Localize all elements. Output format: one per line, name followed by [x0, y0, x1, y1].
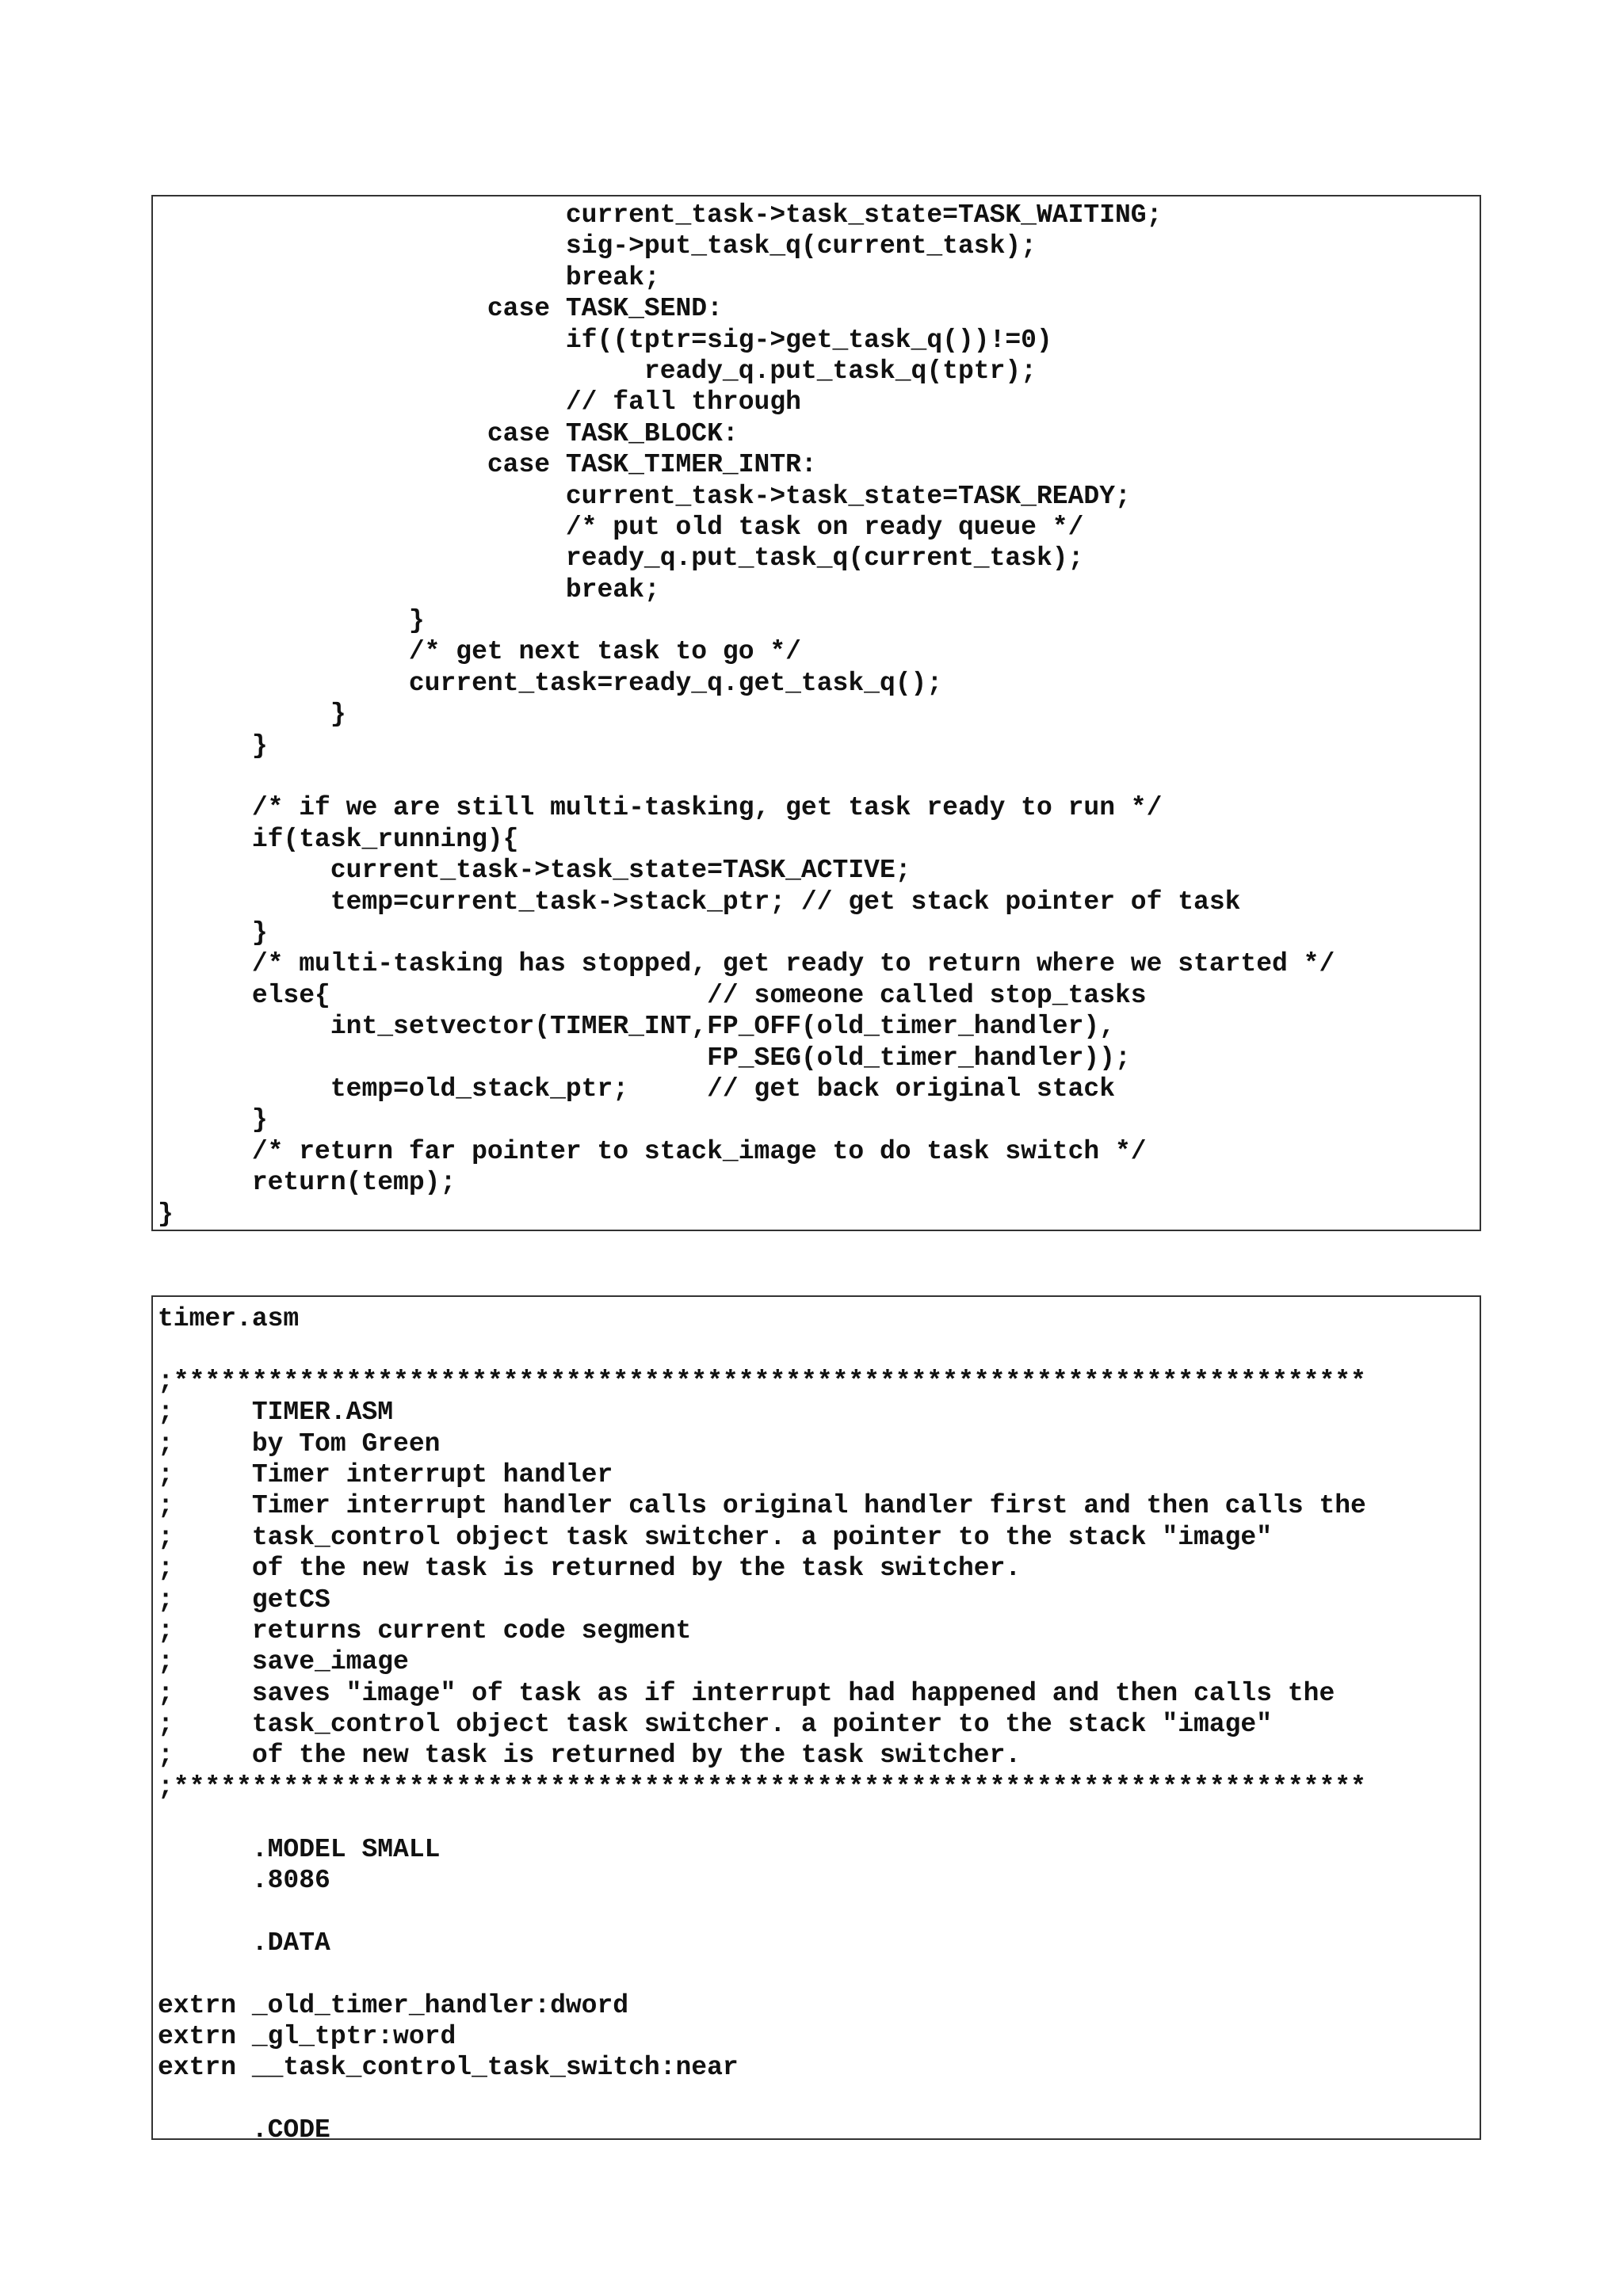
code-line: }: [158, 606, 425, 636]
code-line: if((tptr=sig->get_task_q())!=0): [158, 325, 1052, 355]
code-lines: [158, 1297, 1480, 2146]
code-line: sig->put_task_q(current_task);: [158, 231, 1037, 261]
code-line: return(temp);: [158, 1168, 456, 1198]
code-line: temp=old_stack_ptr; // get back original stack: [158, 1074, 1115, 1104]
code-line: ; returns current code segment: [158, 1615, 692, 1646]
code-line: int_setvector(TIMER_INT,FP_OFF(old_timer_handler),: [158, 1012, 1115, 1042]
code-line: case TASK_BLOCK:: [158, 418, 739, 448]
code-line: ; of the new task is returned by the task switcher.: [158, 1741, 1022, 1771]
code-line: .MODEL SMALL: [158, 1834, 441, 1864]
code-line: /* if we are still multi-tasking, get task ready to run */: [158, 793, 1163, 823]
code-line: ; task_control object task switcher. a pointer to the stack "image": [158, 1522, 1273, 1552]
code-line: .CODE: [158, 2115, 330, 2145]
code-line: FP_SEG(old_timer_handler));: [158, 1043, 1131, 1073]
code-line: }: [158, 730, 268, 761]
code-line: ;****************************************************************************: [158, 1366, 1366, 1396]
code-line: ; Timer interrupt handler: [158, 1459, 613, 1489]
code-line: ; task_control object task switcher. a pointer to the stack "image": [158, 1710, 1273, 1740]
code-line: ; TIMER.ASM: [158, 1398, 394, 1428]
code-line: current_task->task_state=TASK_WAITING;: [158, 200, 1163, 230]
code-line: }: [158, 1199, 174, 1229]
code-line: /* put old task on ready queue */: [158, 512, 1084, 542]
code-line: }: [158, 700, 346, 730]
code-line: break;: [158, 574, 660, 605]
code-line: ready_q.put_task_q(current_task);: [158, 543, 1084, 574]
code-line: extrn __task_control_task_switch:near: [158, 2053, 739, 2083]
code-line: /* get next task to go */: [158, 637, 801, 667]
code-lines: [158, 196, 1480, 1230]
code-line: ; by Tom Green: [158, 1428, 441, 1459]
code-line: else{ // someone called stop_tasks: [158, 980, 1147, 1010]
code-line: current_task->task_state=TASK_READY;: [158, 481, 1131, 511]
code-line: [158, 1896, 1480, 1927]
code-line: extrn _old_timer_handler:dword: [158, 1990, 629, 2020]
code-line: ;****************************************************************************: [158, 1772, 1366, 1802]
code-line: // fall through: [158, 387, 801, 418]
code-line: /* multi-tasking has stopped, get ready to return where we started */: [158, 949, 1335, 979]
code-listing-timer-asm: [151, 1295, 1481, 2145]
code-line: case TASK_SEND:: [158, 294, 723, 324]
code-line: current_task=ready_q.get_task_q();: [158, 668, 943, 698]
code-line: }: [158, 1105, 268, 1135]
code-line: break;: [158, 262, 660, 292]
code-line: case TASK_TIMER_INTR:: [158, 450, 817, 480]
code-line: }: [158, 917, 268, 948]
code-line: current_task->task_state=TASK_ACTIVE;: [158, 856, 911, 886]
code-line: timer.asm: [158, 1304, 300, 1333]
code-line: if(task_running){: [158, 824, 519, 854]
code-line: [158, 1802, 1480, 1833]
code-line: [158, 2084, 1480, 2115]
code-line: [158, 1334, 1480, 1365]
code-line: ; saves "image" of task as if interrupt had happened and then calls the: [158, 1678, 1335, 1708]
code-line: ; save_image: [158, 1647, 409, 1677]
code-line: /* return far pointer to stack_image to do task switch */: [158, 1136, 1147, 1166]
code-line: [158, 761, 1480, 792]
code-line: ; of the new task is returned by the task switcher.: [158, 1554, 1022, 1584]
code-line: temp=current_task->stack_ptr; // get stack pointer of task: [158, 887, 1241, 917]
code-line: ready_q.put_task_q(tptr);: [158, 356, 1037, 386]
code-line: ; Timer interrupt handler calls original handler first and then calls the: [158, 1491, 1366, 1521]
code-line: .8086: [158, 1866, 330, 1896]
code-line: [158, 1958, 1480, 1989]
code-line: .DATA: [158, 1928, 330, 1958]
code-line: extrn _gl_tptr:word: [158, 2021, 456, 2051]
code-listing-cpp: [151, 195, 1481, 1231]
code-line: ; getCS: [158, 1585, 330, 1615]
